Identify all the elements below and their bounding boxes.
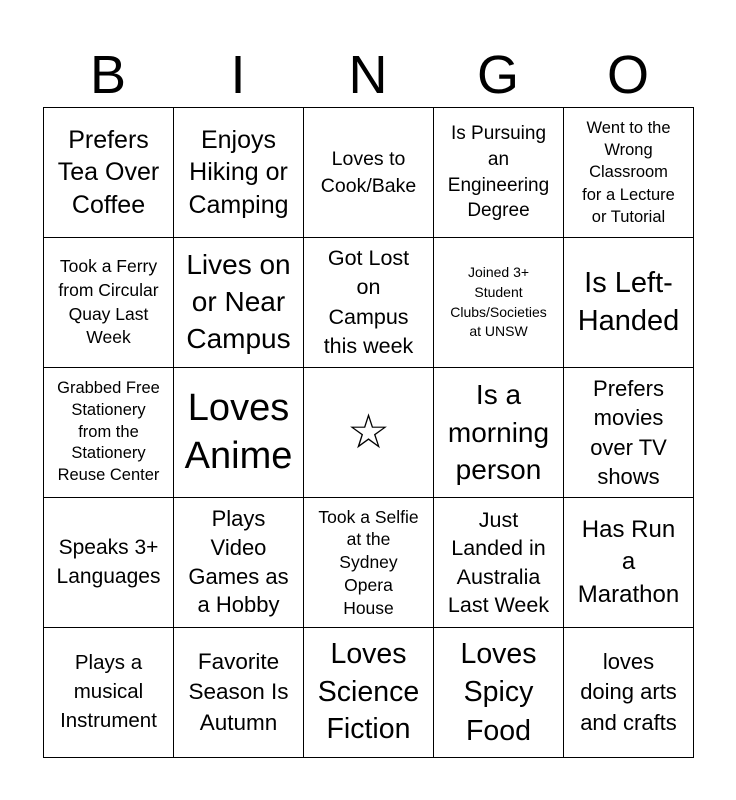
bingo-cell-text: Loves to Cook/Bake — [320, 148, 417, 197]
bingo-cell-r1-c4[interactable] — [434, 108, 564, 238]
bingo-cell-text: Went to the Wrong Classroom for a Lecture or Tutorial — [582, 118, 675, 226]
bingo-cell-r5-c1[interactable] — [44, 628, 174, 758]
bingo-cell-text: Has Run a Marathon — [577, 515, 680, 608]
bingo-cell-r3-c4[interactable] — [434, 368, 564, 498]
bingo-cell-r1-c5[interactable] — [564, 108, 694, 238]
bingo-cell-r3-c2[interactable] — [174, 368, 304, 498]
bingo-cell-text: Just Landed in Australia Last Week — [447, 507, 550, 617]
bingo-cell-r2-c2[interactable] — [174, 238, 304, 368]
header-letter-b: B — [89, 45, 127, 105]
bingo-cell-r3-c5[interactable] — [564, 368, 694, 498]
bingo-cell-text: Took a Selfie at the Sydney Opera House — [318, 506, 419, 618]
star-outline-icon: ☆ — [346, 405, 391, 459]
bingo-cell-text: Got Lost on Campus this week — [323, 246, 414, 358]
bingo-card-grid — [43, 107, 694, 758]
bingo-cell-r3-c1[interactable] — [44, 368, 174, 498]
bingo-cell-r1-c1[interactable] — [44, 108, 174, 238]
bingo-cell-text: Plays Video Games as a Hobby — [188, 506, 289, 618]
bingo-cell-r5-c5[interactable] — [564, 628, 694, 758]
header-letter-n: N — [348, 45, 388, 105]
bingo-cell-text: Grabbed Free Stationery from the Stationery Reuse Center — [57, 379, 160, 485]
bingo-cell-r1-c2[interactable] — [174, 108, 304, 238]
bingo-cell-text: Favorite Season Is Autumn — [188, 648, 289, 735]
bingo-cell-r4-c2[interactable] — [174, 498, 304, 628]
bingo-cell-text: Loves Anime — [184, 387, 293, 477]
bingo-cell-r2-c4[interactable] — [434, 238, 564, 368]
bingo-cell-text: Loves Spicy Food — [460, 637, 537, 747]
bingo-cell-text: Is Left- Handed — [577, 266, 680, 337]
header-letter-i: I — [230, 45, 246, 105]
bingo-cell-text: Took a Ferry from Circular Quay Last Week — [58, 256, 159, 348]
free-space-cell[interactable] — [304, 368, 434, 498]
bingo-cell-r2-c5[interactable] — [564, 238, 694, 368]
bingo-cell-text: Is a morning person — [447, 378, 550, 486]
bingo-cell-text: Loves Science Fiction — [317, 638, 420, 746]
bingo-cell-r1-c3[interactable] — [304, 108, 434, 238]
bingo-cell-text: Plays a musical Instrument — [60, 651, 157, 732]
bingo-cell-text: Enjoys Hiking or Camping — [188, 125, 289, 219]
bingo-cell-text: Lives on or Near Campus — [186, 249, 291, 354]
bingo-cell-r5-c2[interactable] — [174, 628, 304, 758]
bingo-cell-r5-c3[interactable] — [304, 628, 434, 758]
bingo-cell-text: Prefers movies over TV shows — [590, 376, 667, 489]
bingo-cell-r5-c4[interactable] — [434, 628, 564, 758]
bingo-cell-r4-c5[interactable] — [564, 498, 694, 628]
bingo-cell-text: loves doing arts and crafts — [580, 648, 677, 735]
bingo-cell-r4-c3[interactable] — [304, 498, 434, 628]
bingo-header — [43, 38, 693, 108]
header-letter-o: O — [606, 45, 649, 105]
bingo-cell-text: Joined 3+ Student Clubs/Societies at UNSW — [450, 264, 547, 340]
bingo-cell-r2-c1[interactable] — [44, 238, 174, 368]
bingo-cell-text: Speaks 3+ Languages — [56, 536, 161, 588]
bingo-cell-text: Is Pursuing an Engineering Degree — [447, 123, 550, 222]
bingo-cell-text: Prefers Tea Over Coffee — [57, 125, 160, 219]
bingo-cell-r2-c3[interactable] — [304, 238, 434, 368]
bingo-cell-r4-c4[interactable] — [434, 498, 564, 628]
header-letter-g: G — [476, 45, 519, 105]
bingo-cell-r4-c1[interactable] — [44, 498, 174, 628]
